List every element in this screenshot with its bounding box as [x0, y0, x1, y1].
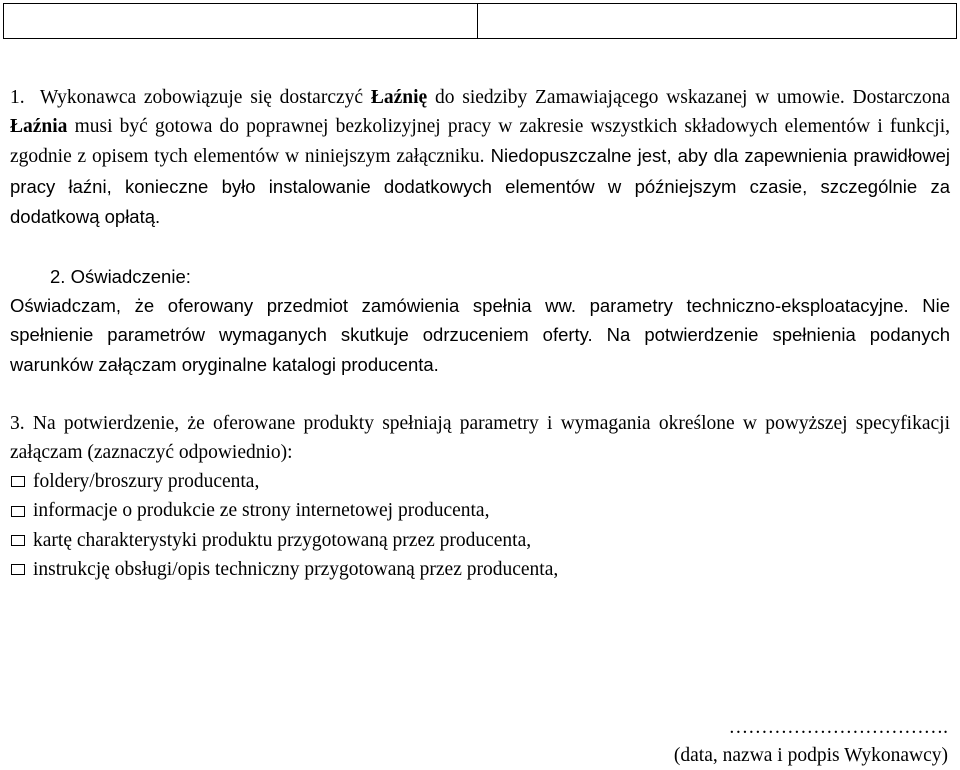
section-1-number: 1.: [10, 87, 25, 108]
section-1-text-c: musi być gotowa do poprawnej bezkolizyjnej pracy w zakresie wszystkich składowych elementów i funkcji, zgodnie z opisem tych elementów w niniejszym załączniku.: [10, 116, 950, 168]
document-body: [10, 83, 950, 584]
signature-label: (data, nazwa i podpis Wykonawcy): [673, 745, 948, 766]
section-1-text-b: do siedziby Zamawiającego wskazanej w umowie. Dostarczona: [427, 87, 950, 108]
checklist-item[interactable]: [10, 526, 950, 555]
checklist-item-label: informacje o produkcie ze strony internetowej producenta,: [33, 500, 490, 522]
section-1-bold-a: Łaźnię: [370, 87, 428, 108]
checkbox-icon[interactable]: [11, 506, 25, 517]
signature-dots: …………………………….: [728, 717, 948, 738]
section-3-body: 3. Na potwierdzenie, że oferowane produkty spełniają parametry i wymagania określone w powyższej specyfikacji załączam (zaznaczyć odpowiednio):: [10, 412, 950, 464]
checklist-item[interactable]: [10, 467, 950, 496]
checkbox-icon[interactable]: [11, 564, 25, 575]
section-1-text-a: Wykonawca zobowiązuje się dostarczyć: [39, 87, 371, 108]
section-2-heading: 2. Oświadczenie:: [50, 266, 191, 288]
checklist-item-label: kartę charakterystyki produktu przygotowaną przez producenta,: [33, 529, 532, 551]
header-cell-left: [4, 4, 478, 38]
checklist-item-label: instrukcję obsługi/opis techniczny przygotowaną przez producenta,: [33, 558, 559, 580]
section-2-body: Oświadczam, że oferowany przedmiot zamówienia spełnia ww. parametry techniczno-eksploatacyjne. Nie spełnienie parametrów wymaganych skutkuje odrzuceniem oferty. Na potwierdzenie spełnienia podanych warunków załączam oryginalne katalogi producenta.: [10, 295, 950, 375]
checklist-item-label: foldery/broszury producenta,: [33, 471, 260, 493]
checklist-item[interactable]: [10, 555, 950, 584]
attachment-checklist: [10, 467, 950, 584]
checklist-item[interactable]: [10, 496, 950, 525]
signature-block: [674, 714, 948, 770]
header-cell-right: [478, 4, 956, 38]
checkbox-icon[interactable]: [11, 535, 25, 546]
section-1-bold-b: Łaźnia: [10, 116, 68, 138]
checkbox-icon[interactable]: [11, 476, 25, 487]
section-1-text-d: Niedopuszczalne jest, aby dla zapewnienia prawidłowej pracy łaźni, konieczne było instalowanie dodatkowych elementów w późniejszym czasie, szczególnie za dodatkową opłatą.: [10, 145, 950, 227]
header-table: [3, 3, 957, 39]
section-1-paragraph: [10, 83, 950, 232]
